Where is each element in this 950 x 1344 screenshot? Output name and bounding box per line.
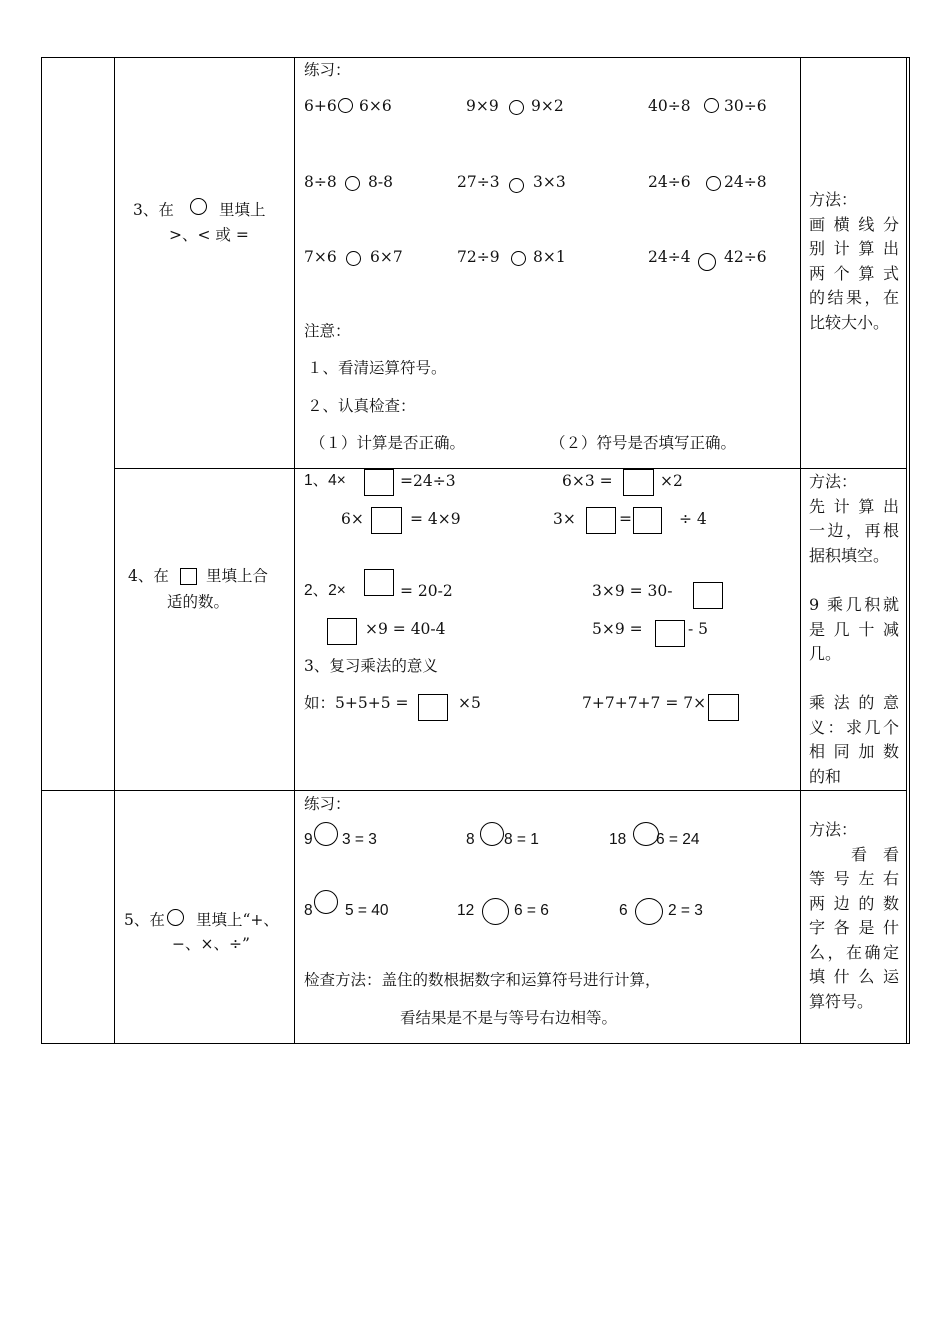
- table-border-bottom: [41, 1043, 909, 1044]
- p1c-right: = 4×9: [410, 510, 461, 528]
- exercise-left: 9×9: [466, 97, 499, 115]
- exercise-left: 8÷8: [304, 173, 337, 191]
- column-divider-2: [294, 57, 295, 1044]
- answer-box[interactable]: [693, 582, 723, 609]
- answer-box[interactable]: [623, 469, 654, 496]
- table-border-right-outer: [909, 57, 910, 1044]
- row5-check-2: 看结果是不是与等号右边相等。: [400, 1009, 618, 1027]
- answer-box[interactable]: [633, 507, 662, 534]
- ex-right: 3 = 3: [342, 831, 377, 848]
- p2d-right: - 5: [688, 620, 709, 638]
- exercise-left: 24÷4: [648, 248, 691, 266]
- row3-method: [809, 188, 899, 335]
- row5-method: [809, 818, 899, 1014]
- ex-left: 6: [619, 902, 628, 919]
- p3-title: 3、复习乘法的意义: [304, 657, 438, 675]
- circle-icon: [190, 198, 207, 215]
- exercise-left: 27÷3: [457, 173, 500, 191]
- circle-blank[interactable]: [480, 822, 504, 846]
- p1d-left: 3×: [553, 510, 576, 528]
- ex-left: 18: [609, 831, 627, 848]
- circle-blank[interactable]: [511, 251, 526, 266]
- row5-title-prefix: 5、在: [124, 911, 165, 929]
- circle-blank[interactable]: [635, 898, 663, 925]
- method-line: 两个算式: [809, 263, 899, 283]
- exercise-right: 9×2: [531, 97, 564, 115]
- exercise-left: 40÷8: [648, 97, 691, 115]
- exercise-right: 42÷6: [724, 248, 767, 266]
- method-line: 别计算出: [809, 239, 899, 258]
- exercise-right: 24÷8: [724, 173, 767, 191]
- circle-blank[interactable]: [509, 100, 524, 115]
- method-line: 一边，再根: [809, 521, 899, 540]
- exercise-right: 8×1: [533, 248, 566, 266]
- row4-title-suffix: 里填上合: [206, 567, 269, 585]
- method-line: 先计算出: [809, 496, 899, 516]
- p2a-left: 2、2×: [304, 582, 346, 599]
- row-divider-3-4: [114, 468, 907, 469]
- row-divider-4-5: [41, 790, 907, 791]
- ex-right: 8 = 1: [504, 831, 539, 848]
- method-line: 填什么运: [809, 967, 899, 986]
- row4-title-line2: 适的数。: [167, 593, 230, 611]
- p1b-right: ×2: [660, 472, 683, 490]
- ex-right: 2 = 3: [668, 902, 703, 919]
- circle-blank[interactable]: [345, 176, 360, 191]
- exercise-right: 30÷6: [724, 97, 767, 115]
- exercise-right: 6×7: [370, 248, 403, 266]
- circle-blank[interactable]: [338, 98, 353, 113]
- method-line: 方法：: [809, 820, 858, 839]
- method-line: 么，在确定: [809, 942, 899, 962]
- circle-blank[interactable]: [482, 898, 509, 925]
- ex-left: 8: [304, 902, 313, 919]
- p1a-left: 1、4×: [304, 472, 346, 489]
- method-line: 等号左右: [809, 869, 899, 888]
- method-line: 方法：: [809, 190, 858, 209]
- circle-blank[interactable]: [704, 98, 719, 113]
- method-line: 算符号。: [809, 991, 874, 1011]
- row4-method-1: [809, 470, 899, 568]
- row3-title-line2: >、< 或 =: [169, 226, 249, 244]
- method-line: 的和: [809, 766, 842, 786]
- p2b-left: 3×9 = 30-: [592, 582, 673, 600]
- p3a-left: 如：5+5+5 =: [304, 694, 409, 712]
- method-line: 据积填空。: [809, 545, 890, 565]
- answer-box[interactable]: [586, 507, 616, 534]
- answer-box[interactable]: [364, 469, 394, 496]
- answer-box[interactable]: [364, 569, 394, 596]
- ex-left: 9: [304, 831, 313, 848]
- method-line: 相同加数: [809, 742, 899, 761]
- exercise-left: 72÷9: [457, 248, 500, 266]
- row5-practice-label: 练习：: [304, 795, 351, 813]
- row4-method-2: [809, 593, 899, 667]
- p3a-right: ×5: [458, 694, 481, 712]
- row5-title-line2: −、×、÷”: [172, 935, 250, 953]
- ex-left: 12: [457, 902, 475, 919]
- method-line: 方法：: [809, 472, 858, 491]
- row3-note-2a: （１）计算是否正确。: [310, 434, 466, 452]
- row4-method-3: [809, 691, 899, 789]
- exercise-left: 6+6: [304, 97, 337, 115]
- circle-blank[interactable]: [346, 251, 361, 266]
- circle-blank[interactable]: [314, 822, 338, 846]
- circle-blank[interactable]: [706, 176, 721, 191]
- answer-box[interactable]: [371, 507, 402, 534]
- table-border-right: [906, 57, 907, 1044]
- row5-title-suffix: 里填上“+、: [196, 911, 279, 929]
- p2d-left: 5×9 =: [592, 620, 643, 638]
- exercise-left: 7×6: [304, 248, 337, 266]
- answer-box[interactable]: [327, 618, 357, 645]
- row3-note-2b: （２）符号是否填写正确。: [550, 434, 737, 452]
- column-divider-1: [114, 57, 115, 1044]
- p3b-left: 7+7+7+7 = 7×: [582, 694, 707, 712]
- answer-box[interactable]: [655, 620, 685, 647]
- p1d-right: ÷ 4: [679, 510, 707, 528]
- ex-right: 6 = 6: [514, 902, 549, 919]
- row4-title-prefix: 4、在: [128, 567, 169, 585]
- exercise-right: 3×3: [533, 173, 566, 191]
- row5-check-1: 检查方法：盖住的数根据数字和运算符号进行计算，: [304, 971, 661, 989]
- p2c-right: ×9 = 40-4: [365, 620, 446, 638]
- row3-title-prefix: 3、在: [133, 201, 174, 219]
- circle-blank[interactable]: [509, 178, 524, 193]
- method-line: 9 乘几积就: [809, 595, 899, 614]
- method-line: 是几十减: [809, 619, 899, 639]
- exercise-right: 6×6: [359, 97, 392, 115]
- p1d-mid: =: [619, 510, 632, 528]
- ex-right: 6 = 24: [656, 831, 700, 848]
- table-border-top: [41, 57, 909, 58]
- row3-note-label: 注意：: [304, 322, 351, 340]
- column-divider-3: [800, 57, 801, 1044]
- exercise-left: 24÷6: [648, 173, 691, 191]
- circle-icon: [167, 909, 184, 926]
- method-line: 几。: [809, 644, 842, 663]
- method-line: 的结果，在: [809, 288, 899, 307]
- p1b-left: 6×3 =: [562, 472, 613, 490]
- row3-title-suffix: 里填上: [219, 201, 266, 219]
- row3-note-2: ２、认真检查：: [307, 397, 416, 415]
- table-border-left: [41, 57, 42, 1044]
- row3-note-1: １、看清运算符号。: [307, 359, 447, 377]
- answer-box[interactable]: [708, 694, 739, 721]
- circle-blank[interactable]: [314, 890, 338, 914]
- p1a-right: =24÷3: [400, 472, 456, 490]
- square-icon: [180, 568, 197, 585]
- ex-right: 5 = 40: [345, 902, 389, 919]
- method-line: 两边的数: [809, 893, 899, 913]
- p1c-left: 6×: [341, 510, 364, 528]
- p2a-right: = 20-2: [400, 582, 453, 600]
- method-line: 义：求几个: [809, 717, 899, 737]
- method-line: 画横线分: [809, 214, 899, 234]
- method-line: 比较大小。: [809, 312, 890, 332]
- method-line: 看 看: [850, 844, 899, 864]
- method-line: 乘法的意: [809, 693, 899, 712]
- row3-practice-label: 练习：: [304, 61, 351, 79]
- circle-blank[interactable]: [698, 253, 716, 271]
- answer-box[interactable]: [418, 694, 448, 721]
- exercise-right: 8-8: [368, 173, 393, 191]
- ex-left: 8: [466, 831, 475, 848]
- method-line: 字各是什: [809, 918, 899, 937]
